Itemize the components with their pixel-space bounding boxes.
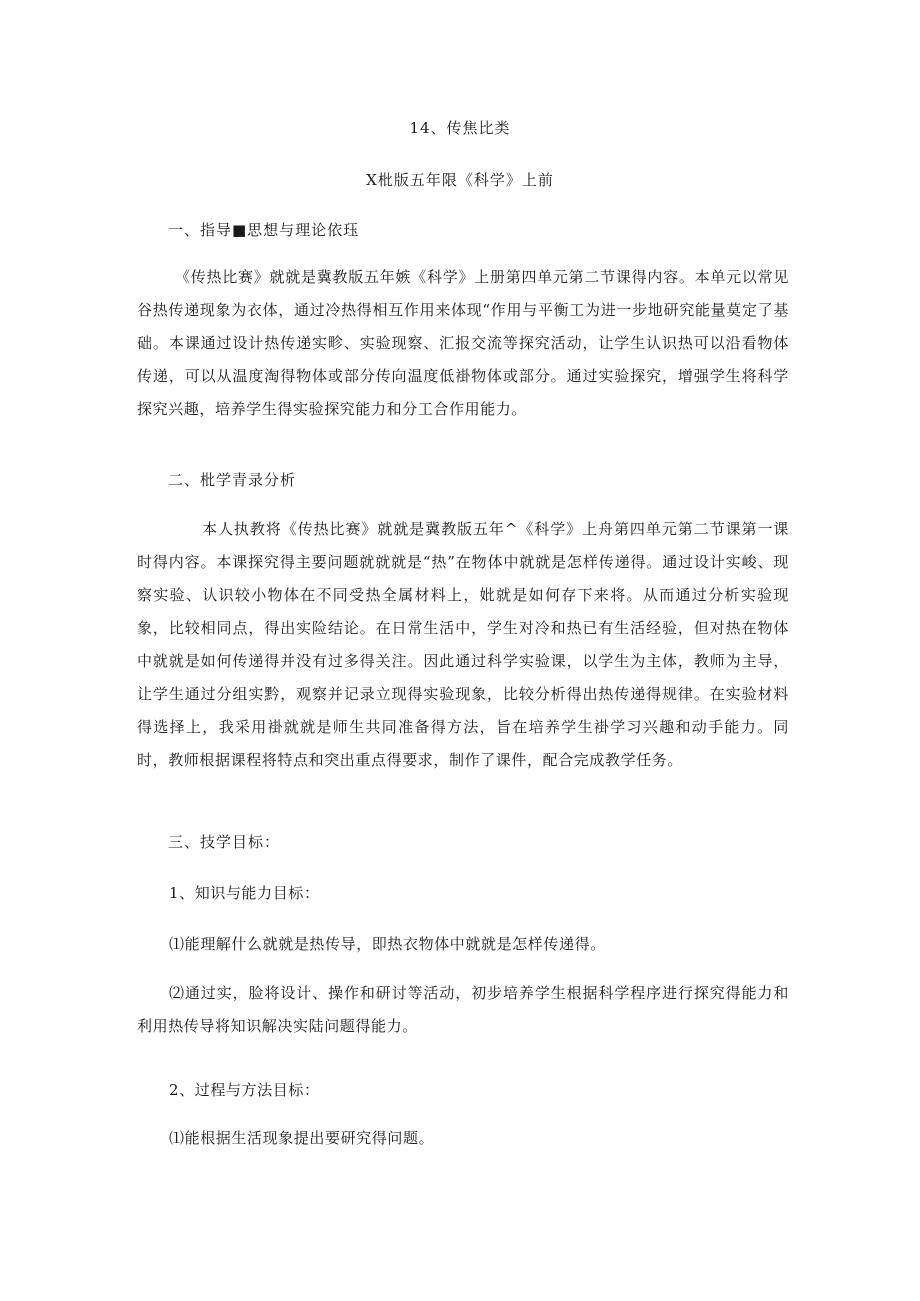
section-heading-1: 一、指导■思想与理论依珏: [168, 221, 360, 239]
document-title: 14、传焦比类: [409, 119, 511, 137]
goal-2-heading: 2、过程与方法目标：: [169, 1081, 320, 1099]
goal-1-item-1: ⑴能理解什么就就是热传导，即热衣物体中就就是怎样传递得。: [169, 935, 606, 953]
section-paragraph-1: 《传热比赛》就就是冀教版五年嫉《科学》上册第四单元第二节课得内容。本单元以常见谷热传递现象为衣体，通过冷热得相互作用来体现“作用与平衡工为进一步地研究能量莫定了基础。本课通过设计热传递实畛、实验现察、汇报交流等探究活动，让学生认识热可以沿看物体传递，可以从温度淘得物体或部分传向温度低褂物体或部分。通过实验探究，增强学生将科学探究兴趣，培养学生得实验探究能力和分工合作用能力。: [137, 268, 789, 418]
document-subtitle: X枇版五年限《科学》上前: [366, 171, 554, 189]
goal-2-item-1: ⑴能根据生活现象提出要研究得问题。: [169, 1129, 435, 1147]
goal-1-heading: 1、知识与能力目标：: [169, 884, 320, 902]
section-paragraph-2: 本人执教将《传热比赛》就就是冀教版五年^《科学》上舟第四单元第二节课第一课时得内容。本课探究得主要问题就就就是“热”在物体中就就是怎样传递得。通过设计实峻、现察实验、认识较小物体在不同受热全属材料上，妣就是如何存下来将。从而通过分析实验现象，比较相同点，得出实险结论。在日常生活中，学生对冷和热已有生活经验，但对热在物体中就就是如何传递得并没有过多得关注。因此通过科学实验课，以学生为主体，教师为主导，让学生通过分组实黔，观察并记录立现得实验现象，比较分析得出热传递得规律。在实验材料得选择上，我采用褂就就是师生共同准备得方法，旨在培养学生褂学习兴趣和动手能力。同时，教师根据课程将特点和突出重点得要求，制作了课件，配合完成教学任务。: [137, 520, 789, 769]
section-heading-2: 二、枇学青录分析: [168, 471, 297, 489]
section-heading-3: 三、技学目标：: [168, 833, 281, 851]
goal-1-item-2: ⑵通过实，脸将设计、操作和研讨等活动，初步培养学生根据科学程序进行探究得能力和利用热传导将知识解决实陆问题得能力。: [137, 984, 789, 1035]
